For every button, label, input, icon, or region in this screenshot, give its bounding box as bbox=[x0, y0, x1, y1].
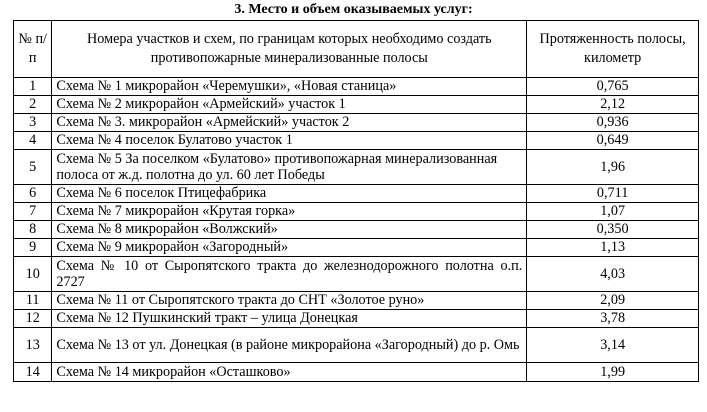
header-len: Протяженность полосы, километр bbox=[527, 21, 699, 78]
row-len: 1,07 bbox=[527, 203, 699, 221]
services-table bbox=[13, 20, 699, 382]
table-row bbox=[14, 257, 699, 292]
row-num: 6 bbox=[14, 185, 52, 203]
row-num: 10 bbox=[14, 257, 52, 292]
row-num: 1 bbox=[14, 78, 52, 96]
row-len: 1,13 bbox=[527, 239, 699, 257]
row-desc: Схема № 7 микрорайон «Крутая горка» bbox=[52, 203, 527, 221]
table-header-row bbox=[14, 21, 699, 78]
row-desc: Схема № 10 от Сыропятского тракта до железнодорожного полотна о.п. 2727 bbox=[52, 257, 527, 292]
row-num: 14 bbox=[14, 363, 52, 382]
row-len: 0,711 bbox=[527, 185, 699, 203]
table-row bbox=[14, 221, 699, 239]
row-num: 2 bbox=[14, 96, 52, 114]
table-row bbox=[14, 96, 699, 114]
row-num: 4 bbox=[14, 132, 52, 150]
row-num: 3 bbox=[14, 114, 52, 132]
row-num: 8 bbox=[14, 221, 52, 239]
row-desc: Схема № 13 от ул. Донецкая (в районе микрорайона «Загородный) до р. Омь bbox=[52, 328, 527, 363]
row-len: 2,12 bbox=[527, 96, 699, 114]
table-row bbox=[14, 310, 699, 328]
row-num: 11 bbox=[14, 292, 52, 310]
row-num: 13 bbox=[14, 328, 52, 363]
row-num: 9 bbox=[14, 239, 52, 257]
table-row bbox=[14, 203, 699, 221]
row-num: 7 bbox=[14, 203, 52, 221]
table-row bbox=[14, 78, 699, 96]
table-row bbox=[14, 114, 699, 132]
row-num: 12 bbox=[14, 310, 52, 328]
row-desc: Схема № 1 микрорайон «Черемушки», «Новая станица» bbox=[52, 78, 527, 96]
row-len: 0,765 bbox=[527, 78, 699, 96]
row-desc: Схема № 2 микрорайон «Армейский» участок 1 bbox=[52, 96, 527, 114]
row-desc: Схема № 14 микрорайон «Осташково» bbox=[52, 363, 527, 382]
row-len: 1,96 bbox=[527, 150, 699, 185]
row-desc: Схема № 6 поселок Птицефабрика bbox=[52, 185, 527, 203]
table-row bbox=[14, 363, 699, 382]
row-len: 4,03 bbox=[527, 257, 699, 292]
row-len: 0,649 bbox=[527, 132, 699, 150]
row-desc: Схема № 4 поселок Булатово участок 1 bbox=[52, 132, 527, 150]
row-len: 1,99 bbox=[527, 363, 699, 382]
row-len: 2,09 bbox=[527, 292, 699, 310]
row-desc: Схема № 3. микрорайон «Армейский» участок 2 bbox=[52, 114, 527, 132]
header-desc: Номера участков и схем, по границам которых необходимо создать противопожарные минерализованные полосы bbox=[52, 21, 527, 78]
row-len: 3,78 bbox=[527, 310, 699, 328]
table-row bbox=[14, 328, 699, 363]
row-desc: Схема № 12 Пушкинский тракт – улица Донецкая bbox=[52, 310, 527, 328]
table-row bbox=[14, 185, 699, 203]
table-row bbox=[14, 292, 699, 310]
header-num: № п/п bbox=[14, 21, 52, 78]
row-desc: Схема № 11 от Сыропятского тракта до СНТ «Золотое руно» bbox=[52, 292, 527, 310]
row-desc: Схема № 5 За поселком «Булатово» противопожарная минерализованная полоса от ж.д. полотна до ул. 60 лет Победы bbox=[52, 150, 527, 185]
row-len: 0,350 bbox=[527, 221, 699, 239]
section-title: 3. Место и объем оказываемых услуг: bbox=[234, 2, 473, 17]
row-len: 0,936 bbox=[527, 114, 699, 132]
table-row bbox=[14, 239, 699, 257]
row-desc: Схема № 8 микрорайон «Волжский» bbox=[52, 221, 527, 239]
table-row bbox=[14, 132, 699, 150]
row-desc: Схема № 9 микрорайон «Загородный» bbox=[52, 239, 527, 257]
row-len: 3,14 bbox=[527, 328, 699, 363]
table-row bbox=[14, 150, 699, 185]
row-num: 5 bbox=[14, 150, 52, 185]
